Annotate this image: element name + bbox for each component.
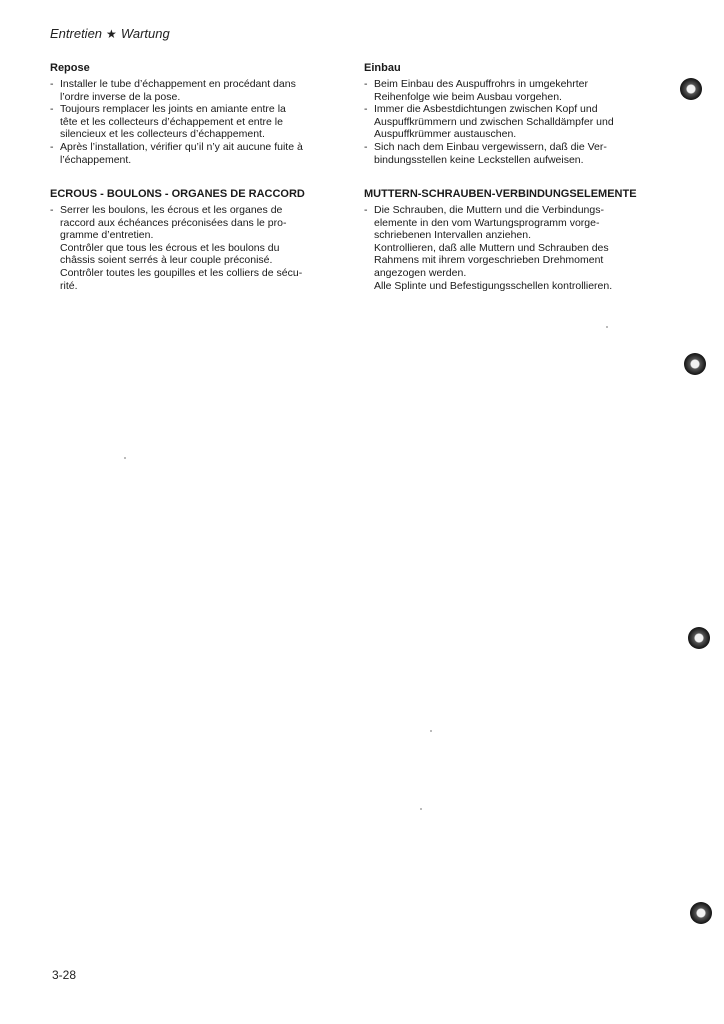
- punch-hole-icon: [690, 902, 712, 924]
- section-title-muttern: MUTTERN-SCHRAUBEN-VERBINDUNGSELEMENTE: [364, 188, 637, 200]
- ecrous-list: [50, 204, 342, 292]
- page-number: 3-28: [52, 968, 77, 982]
- list-item: - Toujours remplacer les joints en amiante entre la tête et les collecteurs d’échappement et entre le silencieux et les collecteurs d’échappement.: [50, 103, 342, 141]
- muttern-list: [364, 204, 656, 292]
- punch-hole-icon: [680, 78, 702, 100]
- section-title-einbau: Einbau: [364, 62, 401, 74]
- punch-hole-icon: [684, 353, 706, 375]
- header-french: Entretien: [50, 26, 103, 41]
- section-title-ecrous: ECROUS - BOULONS - ORGANES DE RACCORD: [50, 188, 305, 200]
- list-item: - Beim Einbau des Auspuffrohrs in umgekehrter Reihenfolge wie beim Ausbau vorgehen.: [364, 78, 656, 103]
- list-item: - Serrer les boulons, les écrous et les organes de raccord aux échéances préconisées dans le pro- gramme d’entretien. Contrôler que tous les écrous et les boulons du châssis soient serrés à leur couple préconisé. Contrôler toutes les goupilles et les colliers de sécu- rité.: [50, 204, 342, 292]
- section-muttern: [364, 188, 656, 292]
- scan-speck: [606, 326, 608, 328]
- page-header: [50, 26, 170, 41]
- einbau-list: [364, 78, 656, 166]
- header-german: Wartung: [120, 26, 170, 41]
- punch-hole-icon: [688, 627, 710, 649]
- scan-speck: [430, 730, 432, 732]
- scan-speck: [124, 457, 126, 459]
- scan-speck: [420, 808, 422, 810]
- section-ecrous: [50, 188, 342, 292]
- list-item: - Die Schrauben, die Muttern und die Verbindungs- elemente in den vom Wartungsprogramm vorge- schriebenen Intervallen anziehen. Kontrollieren, daß alle Muttern und Schrauben des Rahmens mit ihrem vorgeschrieben Drehmoment angezogen werden. Alle Splinte und Befestigungsschellen kontrollieren.: [364, 204, 656, 292]
- section-title-repose: Repose: [50, 62, 90, 74]
- repose-list: [50, 78, 342, 166]
- list-item: - Sich nach dem Einbau vergewissern, daß die Ver- bindungsstellen keine Leckstellen aufweisen.: [364, 141, 656, 166]
- list-item: - Après l’installation, vérifier qu’il n’y ait aucune fuite à l’échappement.: [50, 141, 342, 166]
- section-einbau: [364, 62, 656, 188]
- section-repose: [50, 62, 342, 188]
- french-column: [50, 62, 342, 292]
- list-item: - Immer die Asbestdichtungen zwischen Kopf und Auspuffkrümmern und zwischen Schalldämpfer und Auspuffkrümmer austauschen.: [364, 103, 656, 141]
- list-item: - Installer le tube d’échappement en procédant dans l’ordre inverse de la pose.: [50, 78, 342, 103]
- star-icon: ★: [106, 27, 117, 41]
- german-column: [364, 62, 656, 292]
